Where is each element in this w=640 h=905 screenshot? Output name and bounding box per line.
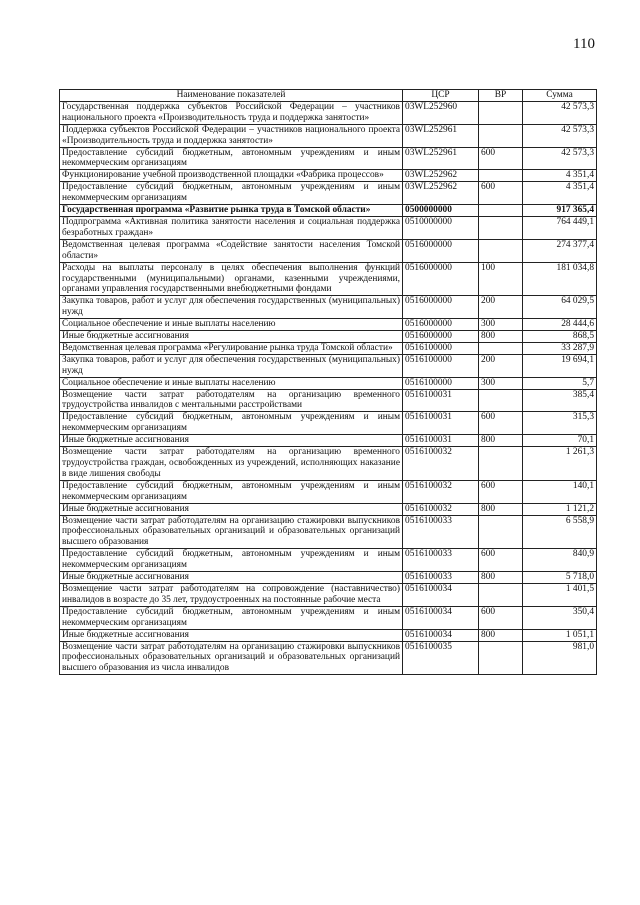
cell-sum: 764 449,1: [523, 216, 597, 239]
cell-csr: 0516100034: [403, 583, 479, 606]
cell-csr: 0516100000: [403, 377, 479, 389]
cell-csr: 03WL252960: [403, 101, 479, 124]
cell-vr: 600: [479, 480, 523, 503]
cell-name: Предоставление субсидий бюджетным, автономным учреждениям и иным некоммерческим организациям: [60, 412, 403, 435]
cell-name: Предоставление субсидий бюджетным, автономным учреждениям и иным некоммерческим организациям: [60, 480, 403, 503]
cell-name: Закупка товаров, работ и услуг для обеспечения государственных (муниципальных) нужд: [60, 354, 403, 377]
cell-csr: 0516100033: [403, 515, 479, 549]
cell-csr: 0516100034: [403, 629, 479, 641]
cell-sum: 33 287,9: [523, 342, 597, 354]
cell-vr: 800: [479, 435, 523, 447]
cell-sum: 181 034,8: [523, 262, 597, 296]
cell-name: Предоставление субсидий бюджетным, автономным учреждениям и иным некоммерческим организациям: [60, 182, 403, 205]
cell-csr: 0516000000: [403, 262, 479, 296]
table-row: [60, 182, 597, 205]
cell-csr: 0516100000: [403, 354, 479, 377]
cell-vr: 800: [479, 503, 523, 515]
cell-vr: 100: [479, 262, 523, 296]
cell-vr: [479, 389, 523, 412]
table-row: [60, 641, 597, 675]
cell-vr: [479, 170, 523, 182]
table-row: [60, 205, 597, 217]
table-row: [60, 319, 597, 331]
table-row: [60, 629, 597, 641]
cell-vr: [479, 239, 523, 262]
table-row: [60, 447, 597, 481]
cell-csr: 0516100035: [403, 641, 479, 675]
cell-vr: 600: [479, 606, 523, 629]
cell-sum: 4 351,4: [523, 170, 597, 182]
cell-name: Поддержка субъектов Российской Федерации – участников национального проекта «Производительность труда и поддержка занятости»: [60, 124, 403, 147]
cell-name: Возмещение части затрат работодателям на организацию временного трудоустройства граждан, освобожденных из учреждений, исполняющих наказание в виде лишения свободы: [60, 447, 403, 481]
cell-sum: 19 694,1: [523, 354, 597, 377]
cell-sum: 274 377,4: [523, 239, 597, 262]
cell-sum: 28 444,6: [523, 319, 597, 331]
cell-name: Закупка товаров, работ и услуг для обеспечения государственных (муниципальных) нужд: [60, 296, 403, 319]
cell-name: Государственная программа «Развитие рынка труда в Томской области»: [60, 205, 403, 217]
table-row: [60, 354, 597, 377]
cell-vr: [479, 101, 523, 124]
header-csr: ЦСР: [403, 90, 479, 102]
cell-vr: [479, 342, 523, 354]
cell-name: Ведомственная целевая программа «Содействие занятости населения Томской области»: [60, 239, 403, 262]
cell-csr: 0516000000: [403, 319, 479, 331]
cell-csr: 0516100031: [403, 412, 479, 435]
cell-sum: 840,9: [523, 549, 597, 572]
cell-name: Возмещение части затрат работодателям на организацию стажировки выпускников профессиональных образовательных организаций и образовательных организаций высшего образования из числа инвалидов: [60, 641, 403, 675]
cell-csr: 03WL252961: [403, 147, 479, 170]
budget-table: [59, 89, 597, 675]
cell-sum: 1 261,3: [523, 447, 597, 481]
cell-sum: 5 718,0: [523, 572, 597, 584]
cell-csr: 0516100000: [403, 342, 479, 354]
cell-vr: [479, 205, 523, 217]
table-row: [60, 515, 597, 549]
cell-csr: 03WL252962: [403, 170, 479, 182]
cell-csr: 0500000000: [403, 205, 479, 217]
table-row: [60, 606, 597, 629]
cell-vr: [479, 124, 523, 147]
cell-name: Иные бюджетные ассигнования: [60, 629, 403, 641]
cell-csr: 0516000000: [403, 296, 479, 319]
cell-vr: [479, 447, 523, 481]
cell-vr: [479, 515, 523, 549]
cell-name: Предоставление субсидий бюджетным, автономным учреждениям и иным некоммерческим организациям: [60, 606, 403, 629]
cell-csr: 0516100033: [403, 572, 479, 584]
cell-sum: 1 401,5: [523, 583, 597, 606]
cell-sum: 1 121,2: [523, 503, 597, 515]
cell-name: Иные бюджетные ассигнования: [60, 572, 403, 584]
table-row: [60, 377, 597, 389]
cell-csr: 0516100034: [403, 606, 479, 629]
cell-vr: 800: [479, 572, 523, 584]
cell-sum: 981,0: [523, 641, 597, 675]
table-row: [60, 239, 597, 262]
cell-csr: 03WL252961: [403, 124, 479, 147]
cell-sum: 868,5: [523, 331, 597, 343]
cell-sum: 315,3: [523, 412, 597, 435]
cell-name: Возмещение части затрат работодателям на организацию временного трудоустройства инвалидов с ментальными расстройствами: [60, 389, 403, 412]
cell-name: Социальное обеспечение и иные выплаты населению: [60, 319, 403, 331]
cell-sum: 1 051,1: [523, 629, 597, 641]
table-row: [60, 216, 597, 239]
cell-vr: 600: [479, 182, 523, 205]
cell-name: Функционирование учебной производственной площадки «Фабрика процессов»: [60, 170, 403, 182]
table-row: [60, 549, 597, 572]
header-vr: ВР: [479, 90, 523, 102]
cell-sum: 6 558,9: [523, 515, 597, 549]
cell-vr: [479, 641, 523, 675]
table-row: [60, 147, 597, 170]
cell-vr: 200: [479, 354, 523, 377]
cell-name: Государственная поддержка субъектов Российской Федерации – участников национального проекта «Производительность труда и поддержка занятости»: [60, 101, 403, 124]
cell-csr: 0516000000: [403, 331, 479, 343]
table-row: [60, 503, 597, 515]
cell-sum: 42 573,3: [523, 101, 597, 124]
cell-name: Иные бюджетные ассигнования: [60, 331, 403, 343]
cell-vr: [479, 583, 523, 606]
cell-sum: 42 573,3: [523, 124, 597, 147]
cell-vr: 200: [479, 296, 523, 319]
table-row: [60, 170, 597, 182]
cell-name: Предоставление субсидий бюджетным, автономным учреждениям и иным некоммерческим организациям: [60, 147, 403, 170]
table-row: [60, 331, 597, 343]
cell-sum: 42 573,3: [523, 147, 597, 170]
cell-vr: 600: [479, 549, 523, 572]
table-row: [60, 572, 597, 584]
header-name: Наименование показателей: [60, 90, 403, 102]
cell-name: Иные бюджетные ассигнования: [60, 503, 403, 515]
cell-sum: 70,1: [523, 435, 597, 447]
table-row: [60, 262, 597, 296]
cell-name: Социальное обеспечение и иные выплаты населению: [60, 377, 403, 389]
cell-name: Подпрограмма «Активная политика занятости населения и социальная поддержка безработных граждан»: [60, 216, 403, 239]
cell-vr: [479, 216, 523, 239]
cell-csr: 0516100032: [403, 503, 479, 515]
table-row: [60, 412, 597, 435]
cell-csr: 0510000000: [403, 216, 479, 239]
cell-name: Расходы на выплаты персоналу в целях обеспечения выполнения функций государственными (муниципальными) органами, казенными учреждениями, органами управления государственными внебюджетными фондами: [60, 262, 403, 296]
cell-csr: 0516100033: [403, 549, 479, 572]
cell-sum: 140,1: [523, 480, 597, 503]
cell-sum: 64 029,5: [523, 296, 597, 319]
cell-sum: 4 351,4: [523, 182, 597, 205]
table-row: [60, 296, 597, 319]
cell-csr: 0516100032: [403, 480, 479, 503]
cell-vr: 600: [479, 147, 523, 170]
table-row: [60, 389, 597, 412]
cell-vr: 300: [479, 377, 523, 389]
cell-name: Предоставление субсидий бюджетным, автономным учреждениям и иным некоммерческим организациям: [60, 549, 403, 572]
cell-vr: 800: [479, 629, 523, 641]
cell-name: Ведомственная целевая программа «Регулирование рынка труда Томской области»: [60, 342, 403, 354]
cell-name: Возмещение части затрат работодателям на сопровождение (наставничество) инвалидов в возрасте до 35 лет, трудоустроенных на постоянные рабочие места: [60, 583, 403, 606]
table-row: [60, 480, 597, 503]
cell-vr: 600: [479, 412, 523, 435]
header-sum: Сумма: [523, 90, 597, 102]
table-row: [60, 583, 597, 606]
page-number: 110: [573, 36, 595, 52]
cell-name: Иные бюджетные ассигнования: [60, 435, 403, 447]
cell-name: Возмещение части затрат работодателям на организацию стажировки выпускников профессиональных образовательных организаций и образовательных организаций высшего образования: [60, 515, 403, 549]
cell-csr: 0516100031: [403, 435, 479, 447]
cell-csr: 03WL252962: [403, 182, 479, 205]
table-row: [60, 124, 597, 147]
cell-csr: 0516100032: [403, 447, 479, 481]
cell-vr: 800: [479, 331, 523, 343]
cell-csr: 0516100031: [403, 389, 479, 412]
cell-sum: 5,7: [523, 377, 597, 389]
cell-sum: 350,4: [523, 606, 597, 629]
table-row: [60, 101, 597, 124]
cell-sum: 917 365,4: [523, 205, 597, 217]
table-row: [60, 435, 597, 447]
table-row: [60, 342, 597, 354]
cell-sum: 385,4: [523, 389, 597, 412]
cell-csr: 0516000000: [403, 239, 479, 262]
table-header-row: [60, 90, 597, 102]
cell-vr: 300: [479, 319, 523, 331]
